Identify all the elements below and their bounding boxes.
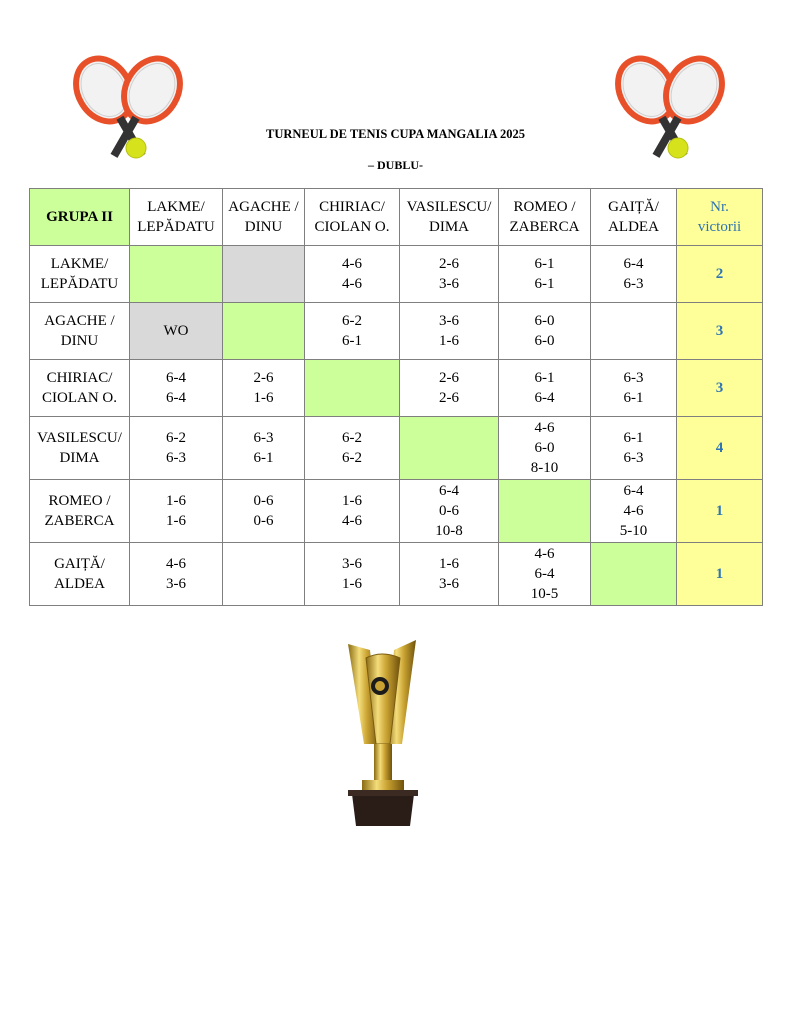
column-header: AGACHE / DINU [223, 189, 305, 246]
victories-count: 1 [677, 543, 763, 606]
score-cell: 6-4 0-6 10-8 [400, 480, 499, 543]
tennis-rackets-icon [606, 52, 734, 172]
diagonal-cell [223, 303, 305, 360]
column-header: GAIȚĂ/ ALDEA [591, 189, 677, 246]
diagonal-cell [400, 417, 499, 480]
table-row [30, 246, 763, 303]
score-cell: 6-1 6-3 [591, 417, 677, 480]
trophy-icon [262, 636, 502, 836]
column-header: VASILESCU/ DIMA [400, 189, 499, 246]
score-cell: 6-2 6-1 [305, 303, 400, 360]
table-row [30, 543, 763, 606]
score-cell: 3-6 1-6 [305, 543, 400, 606]
column-header: ROMEO / ZABERCA [499, 189, 591, 246]
victories-count: 1 [677, 480, 763, 543]
walkover-cell: WO [130, 303, 223, 360]
score-cell: 6-3 6-1 [591, 360, 677, 417]
score-cell: 6-1 6-4 [499, 360, 591, 417]
score-cell: 6-0 6-0 [499, 303, 591, 360]
row-header: CHIRIAC/ CIOLAN O. [30, 360, 130, 417]
table-row [30, 360, 763, 417]
diagonal-cell [499, 480, 591, 543]
row-header: VASILESCU/ DIMA [30, 417, 130, 480]
score-cell: 1-6 1-6 [130, 480, 223, 543]
column-header: CHIRIAC/ CIOLAN O. [305, 189, 400, 246]
score-cell [591, 303, 677, 360]
table-row [30, 303, 763, 360]
score-cell: 6-1 6-1 [499, 246, 591, 303]
score-cell: 4-6 6-0 8-10 [499, 417, 591, 480]
victories-count: 2 [677, 246, 763, 303]
score-cell: 1-6 4-6 [305, 480, 400, 543]
score-cell: 2-6 3-6 [400, 246, 499, 303]
victories-header: Nr. victorii [677, 189, 763, 246]
row-header: AGACHE / DINU [30, 303, 130, 360]
score-cell: 3-6 1-6 [400, 303, 499, 360]
score-cell [223, 543, 305, 606]
diagonal-cell [591, 543, 677, 606]
table-row [30, 480, 763, 543]
results-table [29, 188, 763, 606]
score-cell: 1-6 3-6 [400, 543, 499, 606]
victories-count: 3 [677, 303, 763, 360]
score-cell: 6-4 6-3 [591, 246, 677, 303]
score-cell: 4-6 4-6 [305, 246, 400, 303]
victories-count: 4 [677, 417, 763, 480]
row-header: GAIȚĂ/ ALDEA [30, 543, 130, 606]
table-row [30, 417, 763, 480]
score-cell: 6-2 6-3 [130, 417, 223, 480]
diagonal-cell [130, 246, 223, 303]
walkover-cell [223, 246, 305, 303]
page-title: TURNEUL DE TENIS CUPA MANGALIA 2025 [266, 127, 525, 141]
score-cell: 2-6 2-6 [400, 360, 499, 417]
score-cell: 6-4 6-4 [130, 360, 223, 417]
score-cell: 6-2 6-2 [305, 417, 400, 480]
tennis-rackets-icon [64, 52, 192, 172]
group-label: GRUPA II [30, 189, 130, 246]
score-cell: 2-6 1-6 [223, 360, 305, 417]
score-cell: 4-6 6-4 10-5 [499, 543, 591, 606]
row-header: LAKME/ LEPĂDATU [30, 246, 130, 303]
victories-count: 3 [677, 360, 763, 417]
score-cell: 4-6 3-6 [130, 543, 223, 606]
column-header: LAKME/ LEPĂDATU [130, 189, 223, 246]
score-cell: 0-6 0-6 [223, 480, 305, 543]
page-subtitle: – DUBLU- [367, 158, 423, 172]
row-header: ROMEO / ZABERCA [30, 480, 130, 543]
score-cell: 6-4 4-6 5-10 [591, 480, 677, 543]
score-cell: 6-3 6-1 [223, 417, 305, 480]
diagonal-cell [305, 360, 400, 417]
